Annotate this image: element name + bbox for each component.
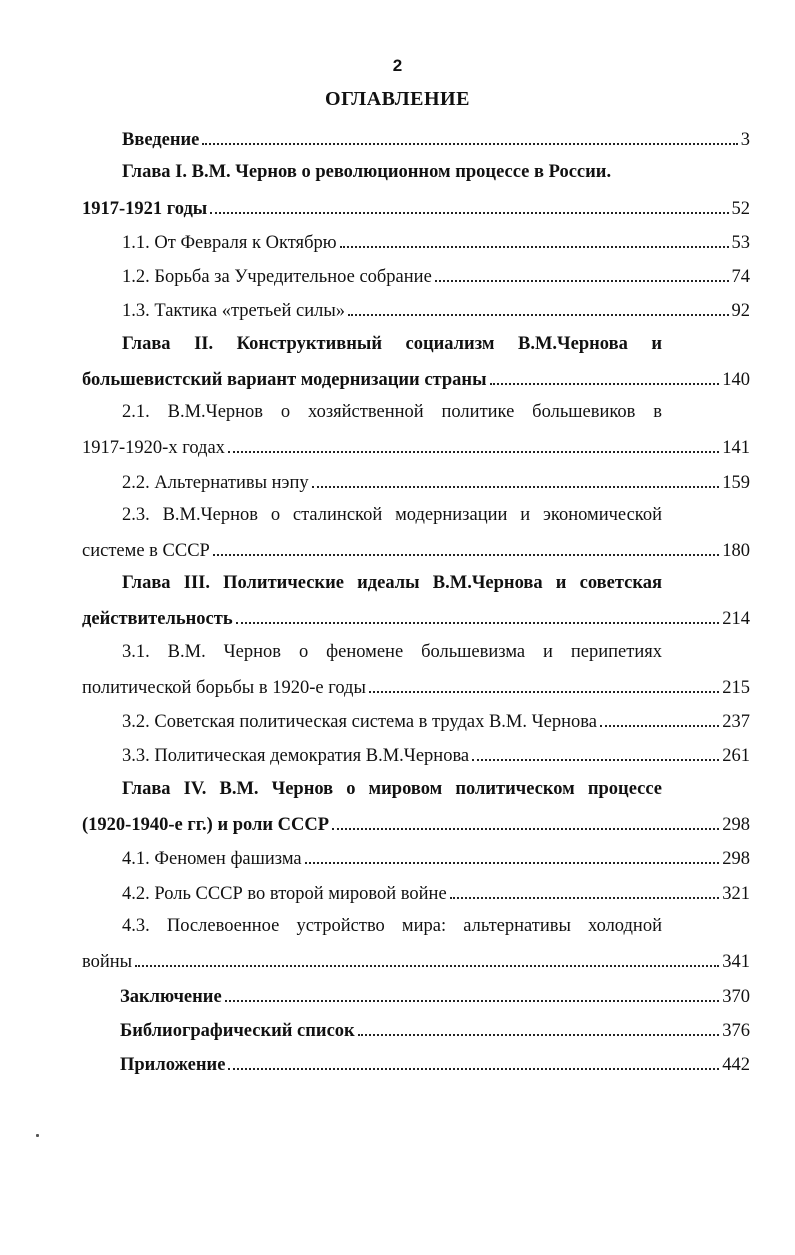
dot-leader [472, 742, 719, 761]
toc-entry-intro[interactable] [122, 126, 750, 150]
toc-page-number: 214 [722, 609, 750, 629]
toc-entry-label: Приложение [120, 1055, 226, 1075]
dot-leader [135, 948, 719, 967]
toc-entry-label: 1.2. Борьба за Учредительное собрание [122, 267, 432, 287]
toc-entry-label: 1917-1921 годы [82, 199, 208, 219]
dot-leader [228, 1051, 719, 1070]
dot-leader [228, 434, 719, 453]
dot-leader [225, 983, 720, 1002]
toc-entry-label: большевистский вариант модернизации страны [82, 370, 487, 390]
dot-leader [340, 229, 729, 248]
toc-chapter-2-heading[interactable]: Глава II. Конструктивный социализм В.М.Чернова и [122, 334, 662, 354]
toc-entry-label: войны [82, 952, 133, 972]
toc-entry-label: 1.3. Тактика «третьей силы» [122, 301, 346, 321]
toc-page-number: 321 [722, 884, 750, 904]
toc-page-number: 341 [722, 952, 750, 972]
dot-leader [450, 880, 720, 899]
toc-chapter-3-heading[interactable]: Глава III. Политические идеалы В.М.Чернова и советская [122, 573, 662, 593]
toc-entry-3-2[interactable] [122, 708, 750, 732]
dot-leader [236, 605, 720, 624]
toc-page-number: 376 [722, 1021, 750, 1041]
toc-entry-2-3[interactable] [82, 537, 750, 561]
dot-leader [435, 263, 729, 282]
dot-leader [369, 674, 719, 693]
toc-entry-4-3-line1[interactable]: 4.3. Послевоенное устройство мира: альтернативы холодной [122, 916, 662, 936]
toc-entry-chapter-1[interactable] [82, 195, 750, 219]
toc-entry-label: 1917-1920-х годах [82, 438, 225, 458]
toc-entry-2-1[interactable] [82, 434, 750, 458]
toc-chapter-1-heading[interactable]: Глава I. В.М. Чернов о революционном процессе в России. [122, 162, 612, 182]
dot-leader [305, 845, 720, 864]
toc-page-number: 141 [722, 438, 750, 458]
toc-entry-2-1-line1[interactable]: 2.1. В.М.Чернов о хозяйственной политике большевиков в [122, 402, 662, 422]
toc-entry-2-3-line1[interactable]: 2.3. В.М.Чернов о сталинской модернизации и экономической [122, 505, 662, 525]
toc-entry-label: Библиографический список [120, 1021, 355, 1041]
dot-leader [348, 297, 728, 316]
toc-entry-label: политической борьбы в 1920-е годы [82, 678, 366, 698]
toc-page-number: 74 [731, 267, 750, 287]
dot-leader [332, 811, 719, 830]
toc-page-number: 159 [722, 473, 750, 493]
toc-page-number: 140 [722, 370, 750, 390]
toc-entry-label: 3.3. Политическая демократия В.М.Чернова [122, 746, 470, 766]
toc-entry-4-2[interactable] [122, 880, 750, 904]
toc-entry-label: (1920-1940-е гг.) и роли СССР [82, 815, 330, 835]
dot-leader [210, 195, 728, 214]
dot-leader [213, 537, 719, 556]
toc-entry-chapter-2[interactable] [82, 366, 750, 390]
toc-page-number: 53 [731, 233, 750, 253]
toc-page-number: 237 [722, 712, 750, 732]
toc-entry-2-2[interactable] [122, 469, 750, 493]
toc-page-number: 52 [731, 199, 750, 219]
toc-page-number: 370 [722, 987, 750, 1007]
toc-page-number: 298 [722, 849, 750, 869]
toc-entry-1-3[interactable] [122, 297, 750, 321]
page-title: ОГЛАВЛЕНИЕ [325, 88, 470, 110]
dot-leader [358, 1017, 720, 1036]
toc-page-number: 92 [731, 301, 750, 321]
toc-entry-label: системе в СССР [82, 541, 210, 561]
toc-entry-chapter-3[interactable] [82, 605, 750, 629]
toc-entry-label: 4.1. Феномен фашизма [122, 849, 302, 869]
toc-entry-appendix[interactable] [120, 1051, 750, 1075]
toc-entry-label: 1.1. От Февраля к Октябрю [122, 233, 337, 253]
toc-entry-label: Введение [122, 130, 200, 150]
dot-leader [312, 469, 720, 488]
toc-entry-bibliography[interactable] [120, 1017, 750, 1041]
toc-chapter-4-heading[interactable]: Глава IV. В.М. Чернов о мировом политическом процессе [122, 779, 662, 799]
toc-entry-1-1[interactable] [122, 229, 750, 253]
toc-entry-1-2[interactable] [122, 263, 750, 287]
toc-entry-label: Заключение [120, 987, 222, 1007]
toc-entry-chapter-4[interactable] [82, 811, 750, 835]
toc-page-number: 442 [722, 1055, 750, 1075]
toc-entry-3-3[interactable] [122, 742, 750, 766]
dot-leader [490, 366, 720, 385]
toc-entry-label: 3.2. Советская политическая система в трудах В.М. Чернова [122, 712, 597, 732]
toc-entry-3-1-line1[interactable]: 3.1. В.М. Чернов о феномене большевизма и перипетиях [122, 642, 662, 662]
toc-page-number: 3 [740, 130, 750, 150]
toc-entry-conclusion[interactable] [120, 983, 750, 1007]
toc-entry-label: 2.2. Альтернативы нэпу [122, 473, 309, 493]
toc-entry-label: 4.2. Роль СССР во второй мировой войне [122, 884, 447, 904]
scan-speck [36, 1134, 39, 1137]
toc-page-number: 180 [722, 541, 750, 561]
toc-page-number: 261 [722, 746, 750, 766]
toc-entry-label: действительность [82, 609, 233, 629]
toc-page-number: 215 [722, 678, 750, 698]
toc-page-number: 298 [722, 815, 750, 835]
toc-entry-4-3[interactable] [82, 948, 750, 972]
dot-leader [600, 708, 719, 727]
toc-entry-3-1[interactable] [82, 674, 750, 698]
toc-entry-4-1[interactable] [122, 845, 750, 869]
page-number: 2 [392, 56, 403, 75]
dot-leader [202, 126, 737, 145]
